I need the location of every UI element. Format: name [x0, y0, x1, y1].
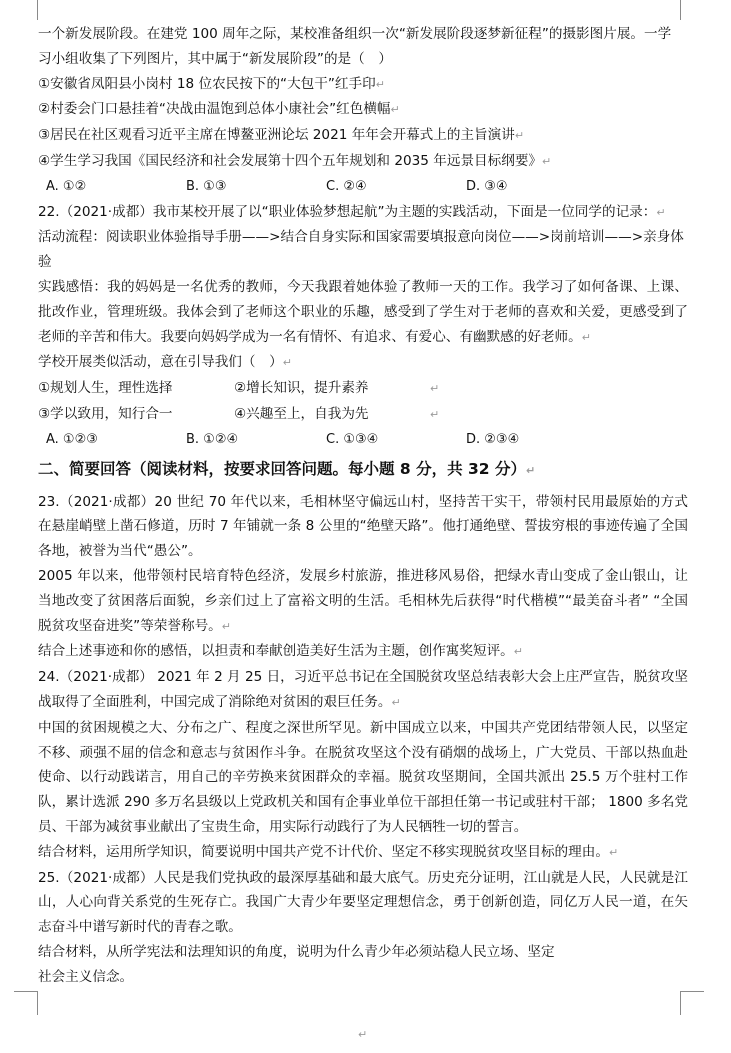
q22-options	[38, 428, 688, 453]
q25-task-line-1: 结合材料，从所学宪法和法理知识的角度，说明为什么青少年必须站稳人民立场、坚定	[38, 943, 555, 960]
q22-item-2: ②增长知识，提升素养 ↵	[234, 380, 440, 397]
q22-item-1: ①规划人生，理性选择	[38, 380, 173, 397]
q22-feel: 实践感悟：我的妈妈是一名优秀的教师，今天我跟着她体验了教师一天的工作。我学习了如何备课、上课、批改作业，管理班级。我体会到了老师这个职业的乐趣，感受到了学生对于老师的喜欢和关爱，更感受到了老师的辛苦和伟大。我要向妈妈学成为一名有情怀、有追求、有爱心、有幽默感的好老师。↵	[38, 278, 688, 345]
q22-item-4: ④兴趣至上，自我为先 ↵	[234, 405, 440, 422]
q22-stem: 22.（2021·成都）我市某校开展了以“职业体验梦想起航”为主题的实践活动，下面是一位同学的记录：↵	[38, 203, 666, 220]
q21-option-c: C. ②④	[326, 178, 367, 194]
crop-mark-bottom-right-h	[680, 991, 704, 992]
q21-item-2: ②村委会门口悬挂着“决战由温饱到总体小康社会”红色横幅↵	[38, 101, 400, 118]
section-2-heading: 二、简要回答（阅读材料，按要求回答问题。每小题 8 分，共 32 分）↵	[38, 459, 536, 478]
q21-options	[38, 175, 688, 200]
q22-items-row-1	[38, 376, 688, 402]
document-body	[38, 22, 688, 989]
q21-line-1: 一个新发展阶段。在建党 100 周年之际，某校准备组织一次“新发展阶段逐梦新征程”的摄影图片展。一学	[38, 26, 672, 42]
q21-line-2: 习小组收集了下列图片，其中属于“新发展阶段”的是（ ）	[38, 50, 392, 67]
q22-ask: 学校开展类似活动，意在引导我们（ ）↵	[38, 354, 292, 371]
q22-option-a: A. ①②③	[46, 431, 98, 447]
q21-item-3: ③居民在社区观看习近平主席在博鳌亚洲论坛 2021 年年会开幕式上的主旨演讲↵	[38, 127, 525, 144]
q21-option-a: A. ①②	[46, 178, 87, 194]
q22-option-c: C. ①③④	[326, 431, 379, 447]
q25-para-1: 25.（2021·成都）人民是我们党执政的最深厚基础和最大底气。历史充分证明，江山就是人民，人民就是江山，人心向背关系党的生死存亡。我国广大青少年要坚定理想信念，勇于创新创造，同亿万人民一道，在矢志奋斗中谱写新时代的青春之歌。	[38, 869, 688, 936]
crop-mark-bottom-left-v	[37, 991, 38, 1015]
q24-task: 结合材料，运用所学知识，简要说明中国共产党不计代价、坚定不移实现脱贫攻坚目标的理由。↵	[38, 843, 619, 860]
q23-task: 结合上述事迹和你的感悟，以担责和奉献创造美好生活为主题，创作寓奖短评。↵	[38, 643, 523, 660]
q21-item-1: ①安徽省凤阳县小岗村 18 位农民按下的“大包干”红手印↵	[38, 75, 385, 92]
q24-para-1: 24.（2021·成都） 2021 年 2 月 25 日，习近平总书记在全国脱贫攻坚总结表彰大会上庄严宣告，脱贫攻坚战取得了全面胜利，中国完成了消除绝对贫困的艰巨任务。↵	[38, 669, 688, 710]
q22-flow-line-2: 验	[38, 254, 52, 271]
crop-mark-top-left-v	[37, 0, 38, 20]
q22-item-3: ③学以致用，知行合一	[38, 405, 173, 422]
q22-option-b: B. ①②④	[186, 431, 239, 447]
q21-option-b: B. ①③	[186, 178, 227, 194]
q23-para-1: 23.（2021·成都）20 世纪 70 年代以来，毛相林坚守偏远山村，坚持苦干实干，带领村民用最原始的方式在悬崖峭壁上凿石修道，历时 7 年铺就一条 8 公里的“绝壁天路”。他打通绝壁、誓拔穷根的事迹传遍了全国各地，被誉为当代“愚公”。	[38, 493, 688, 560]
q22-items-row-2	[38, 402, 688, 428]
q22-flow-line-1: 活动流程：阅读职业体验指导手册——>结合自身实际和国家需要填报意向岗位——>岗前培训——>亲身体	[38, 229, 684, 246]
q21-item-4: ④学生学习我国《国民经济和社会发展第十四个五年规划和 2035 年远景目标纲要》↵	[38, 152, 552, 169]
q23-para-2: 2005 年以来，他带领村民培育特色经济，发展乡村旅游，推进移风易俗，把绿水青山变成了金山银山，让当地改变了贫困落后面貌，乡亲们过上了富裕文明的生活。毛相林先后获得“时代楷模”“最美奋斗者” “全国脱贫攻坚奋进奖”等荣誉称号。↵	[38, 567, 688, 634]
paragraph-mark: ↵	[358, 1028, 368, 1041]
crop-mark-bottom-left-h	[14, 991, 38, 992]
q25-task-line-2: 社会主义信念。	[38, 968, 134, 985]
crop-mark-top-right-v	[680, 0, 681, 20]
q24-para-2: 中国的贫困规模之大、分布之广、程度之深世所罕见。新中国成立以来，中国共产党团结带领人民，以坚定不移、顽强不屈的信念和意志与贫困作斗争。在脱贫攻坚这个没有硝烟的战场上，广大党员、干部以热血赴使命、以行动践诺言，用自己的辛劳换来贫困群众的幸福。脱贫攻坚期间，全国共派出 25.5 万个驻村工作队，累计选派 290 多万名县级以上党政机关和国有企事业单位干部担任第一书记或驻村干部； 1800 多名党员、干部为减贫事业献出了宝贵生命，用实际行动践行了为人民牺牲一切的誓言。	[38, 719, 688, 835]
crop-mark-bottom-right-v	[680, 991, 681, 1015]
q21-option-d: D. ③④	[466, 178, 508, 194]
q22-option-d: D. ②③④	[466, 431, 520, 447]
